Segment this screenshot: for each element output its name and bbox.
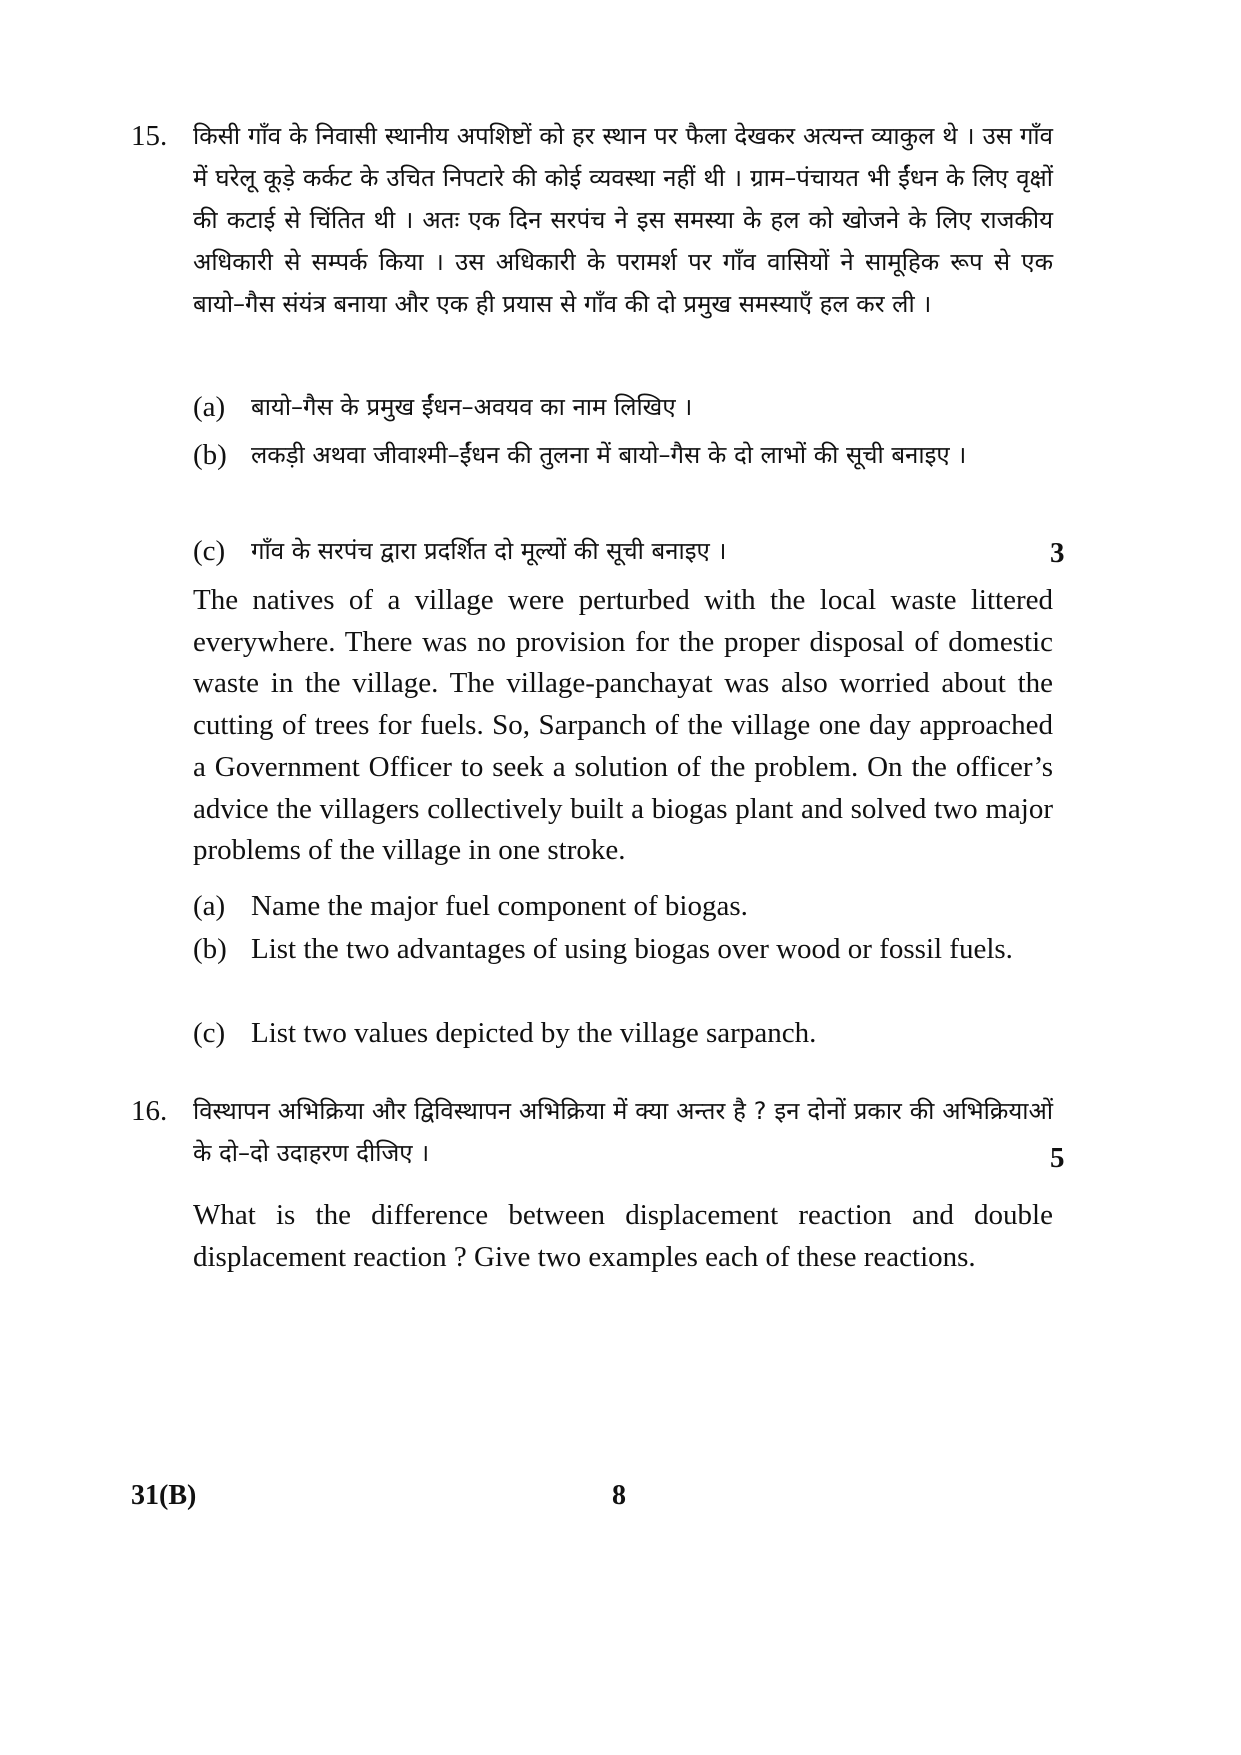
part-text: Name the major fuel component of biogas.: [251, 890, 748, 922]
part-text: List two values depicted by the village sarpanch.: [251, 1017, 817, 1049]
paper-code: 31(B): [131, 1480, 197, 1511]
english-part-c: [193, 1012, 1053, 1054]
part-text: लकड़ी अथवा जीवाश्मी–ईंधन की तुलना में बायो–गैस के दो लाभों की सूची बनाइए ।: [251, 441, 967, 469]
part-text: बायो–गैस के प्रमुख ईंधन–अवयव का नाम लिखिए ।: [251, 393, 693, 421]
part-label: (a): [193, 391, 226, 423]
marks: 3: [1050, 537, 1065, 569]
part-label: (b): [193, 439, 227, 471]
part-label: (c): [193, 535, 226, 567]
english-part-a: [193, 885, 1053, 927]
part-label: (c): [193, 1017, 226, 1049]
marks: 5: [1050, 1142, 1065, 1174]
part-text: List the two advantages of using biogas over wood or fossil fuels.: [251, 933, 1013, 965]
english-part-b: [193, 928, 1053, 970]
hindi-part-a: [193, 385, 1053, 430]
question-english-text: What is the difference between displacement reaction and double displacement reaction ? Give two examples each of these reactions.: [193, 1199, 1053, 1273]
part-label: (a): [193, 890, 226, 922]
question-number: 16.: [131, 1095, 168, 1127]
part-text: गाँव के सरपंच द्वारा प्रदर्शित दो मूल्यों की सूची बनाइए ।: [251, 537, 727, 565]
part-label: (b): [193, 933, 227, 965]
hindi-part-c: [193, 529, 1053, 574]
hindi-part-b: [193, 433, 1053, 478]
question-hindi-text: किसी गाँव के निवासी स्थानीय अपशिष्टों को हर स्थान पर फैला देखकर अत्यन्त व्याकुल थे । उस गाँव में घरेलू कूड़े कर्कट के उचित निपटारे की कोई व्यवस्था नहीं थी । ग्राम–पंचायत भी ईंधन के लिए वृक्षों की कटाई से चिंतित थी । अतः एक दिन सरपंच ने इस समस्या के हल को खोजने के लिए राजकीय अधिकारी से सम्पर्क किया । उस अधिकारी के परामर्श पर गाँव वासियों ने सामूहिक रूप से एक बायो–गैस संयंत्र बनाया और एक ही प्रयास से गाँव की दो प्रमुख समस्याएँ हल कर ली ।: [193, 122, 1053, 318]
question-english-text: The natives of a village were perturbed with the local waste littered everywhere. There was no provision for the proper disposal of domestic waste in the village. The village-panchayat was also worried about the cutting of trees for fuels. So, Sarpanch of the village one day approached a Government Officer to seek a solution of the problem. On the officer’s advice the villagers collectively built a biogas plant and solved two major problems of the village in one stroke.: [193, 584, 1053, 867]
question-number: 15.: [131, 120, 168, 152]
page-number: 8: [612, 1480, 626, 1511]
question-hindi-text: विस्थापन अभिक्रिया और द्विविस्थापन अभिक्रिया में क्या अन्तर है ? इन दोनों प्रकार की अभिक्रियाओं के दो–दो उदाहरण दीजिए ।: [193, 1097, 1053, 1167]
